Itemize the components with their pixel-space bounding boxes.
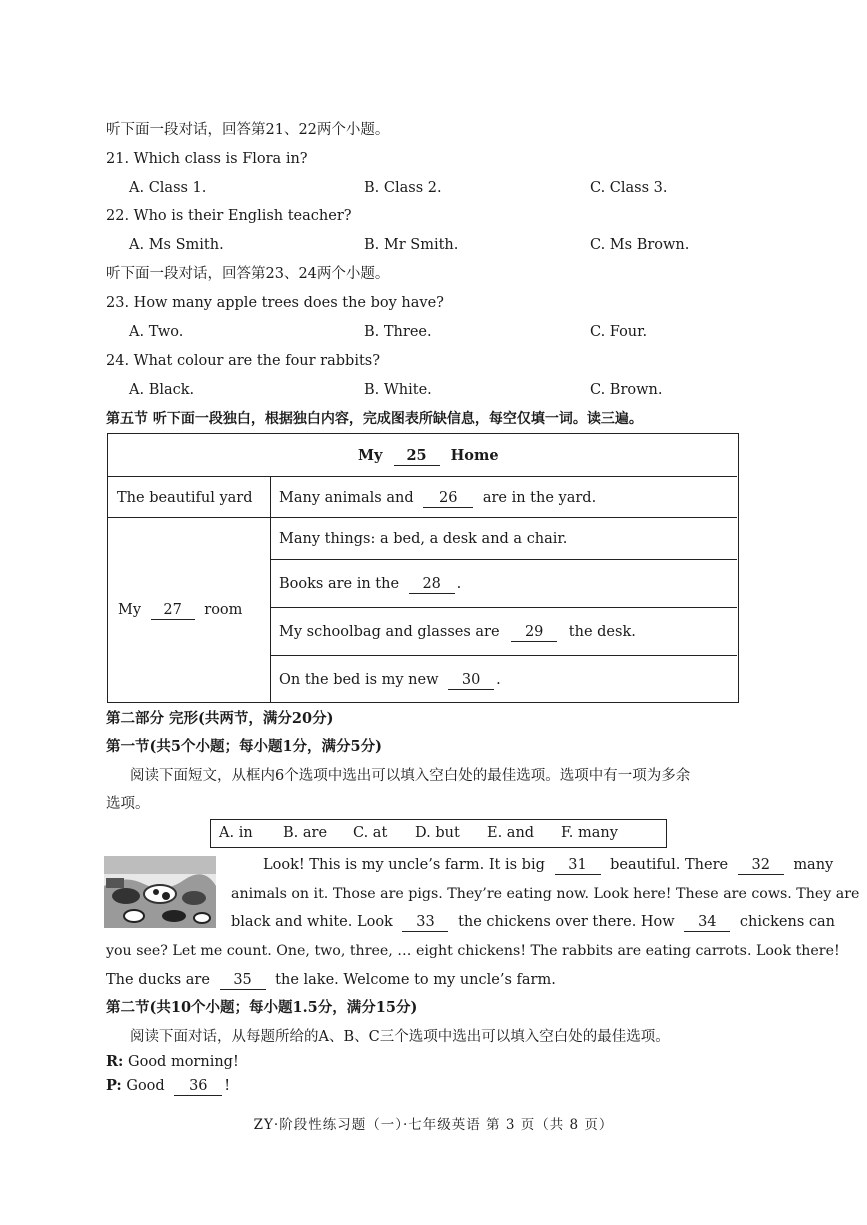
blank-36[interactable]: 36 (174, 1077, 222, 1096)
choice-a: A. in (219, 825, 253, 841)
part2-section1-instruction-1: 阅读下面短文，从框内6个选项中选出可以填入空白处的最佳选项。选项中有一项为多余 (130, 768, 691, 784)
choice-b: B. are (283, 825, 328, 841)
part2-section2-instruction: 阅读下面对话，从每题所给的A、B、C三个选项中选出可以填入空白处的最佳选项。 (130, 1029, 670, 1045)
part2-title: 第二部分 完形(共两节，满分20分) (106, 710, 334, 727)
part2-section1: 第一节(共5个小题；每小题1分，满分5分) (106, 738, 382, 755)
listen-intro-1: 听下面一段对话，回答第21、22两个小题。 (106, 122, 390, 138)
row-room-bed: On the bed is my new 30 . (279, 672, 501, 688)
blank-33[interactable]: 33 (402, 913, 448, 932)
passage-line-1: Look! This is my uncle’s farm. It is big 31 beautiful. There 32 many (263, 857, 834, 873)
q22-option-a: A. Ms Smith. (129, 237, 224, 253)
blank-30[interactable]: 30 (448, 671, 494, 690)
choice-f: F. many (561, 825, 618, 841)
blank-32[interactable]: 32 (738, 856, 784, 875)
question-21: 21. Which class is Flora in? (106, 151, 308, 167)
part2-section1-instruction-2: 选项。 (106, 796, 150, 812)
page-footer: ZY·阶段性练习题（一）·七年级英语 第 3 页（共 8 页） (253, 1117, 614, 1133)
q23-option-c: C. Four. (590, 324, 648, 340)
question-22: 22. Who is their English teacher? (106, 208, 352, 224)
table-title: My 25 Home (358, 447, 499, 464)
blank-34[interactable]: 34 (684, 913, 730, 932)
row-yard-label: The beautiful yard (117, 490, 253, 506)
dialog-r: R: Good morning! (106, 1053, 239, 1070)
passage-line-2: animals on it. Those are pigs. They’re eating now. Look here! These are cows. They are (231, 886, 860, 902)
row-room-books: Books are in the 28 . (279, 576, 462, 592)
q21-option-c: C. Class 3. (590, 180, 668, 196)
row-room-things: Many things: a bed, a desk and a chair. (279, 531, 568, 547)
info-table (107, 433, 739, 703)
q21-option-a: A. Class 1. (129, 180, 207, 196)
choice-d: D. but (415, 825, 460, 841)
q23-option-a: A. Two. (129, 324, 184, 340)
q24-option-a: A. Black. (129, 382, 195, 398)
passage-line-4: you see? Let me count. One, two, three, … eight chickens! The rabbits are eating carrots. Look there! (106, 943, 840, 959)
question-24: 24. What colour are the four rabbits? (106, 353, 381, 369)
passage-line-5: The ducks are 35 the lake. Welcome to my uncle’s farm. (106, 972, 556, 988)
listen-intro-2: 听下面一段对话，回答第23、24两个小题。 (106, 266, 390, 282)
q23-option-b: B. Three. (364, 324, 432, 340)
blank-29[interactable]: 29 (511, 623, 557, 642)
q22-option-c: C. Ms Brown. (590, 237, 690, 253)
choices-box (210, 819, 667, 848)
row-yard-content: Many animals and 26 are in the yard. (279, 490, 597, 506)
passage-line-3: black and white. Look 33 the chickens over there. How 34 chickens can (231, 914, 836, 930)
choice-c: C. at (353, 825, 388, 841)
row-room-label: My 27 room (118, 602, 243, 618)
section5-title: 第五节 听下面一段独白，根据独白内容，完成图表所缺信息，每空仅填一词。读三遍。 (106, 411, 643, 427)
q24-option-c: C. Brown. (590, 382, 663, 398)
q24-option-b: B. White. (364, 382, 432, 398)
blank-35[interactable]: 35 (220, 971, 266, 990)
blank-31[interactable]: 31 (555, 856, 601, 875)
blank-28[interactable]: 28 (409, 575, 455, 594)
part2-section2: 第二节(共10个小题；每小题1.5分，满分15分) (106, 999, 418, 1016)
farm-picture (104, 856, 216, 928)
blank-26[interactable]: 26 (423, 489, 473, 508)
blank-25[interactable]: 25 (394, 447, 440, 466)
q21-option-b: B. Class 2. (364, 180, 442, 196)
blank-27[interactable]: 27 (151, 601, 195, 620)
dialog-p: P: Good 36 ! (106, 1077, 231, 1094)
row-room-schoolbag: My schoolbag and glasses are 29 the desk. (279, 624, 636, 640)
q22-option-b: B. Mr Smith. (364, 237, 459, 253)
question-23: 23. How many apple trees does the boy have? (106, 295, 444, 311)
choice-e: E. and (487, 825, 535, 841)
